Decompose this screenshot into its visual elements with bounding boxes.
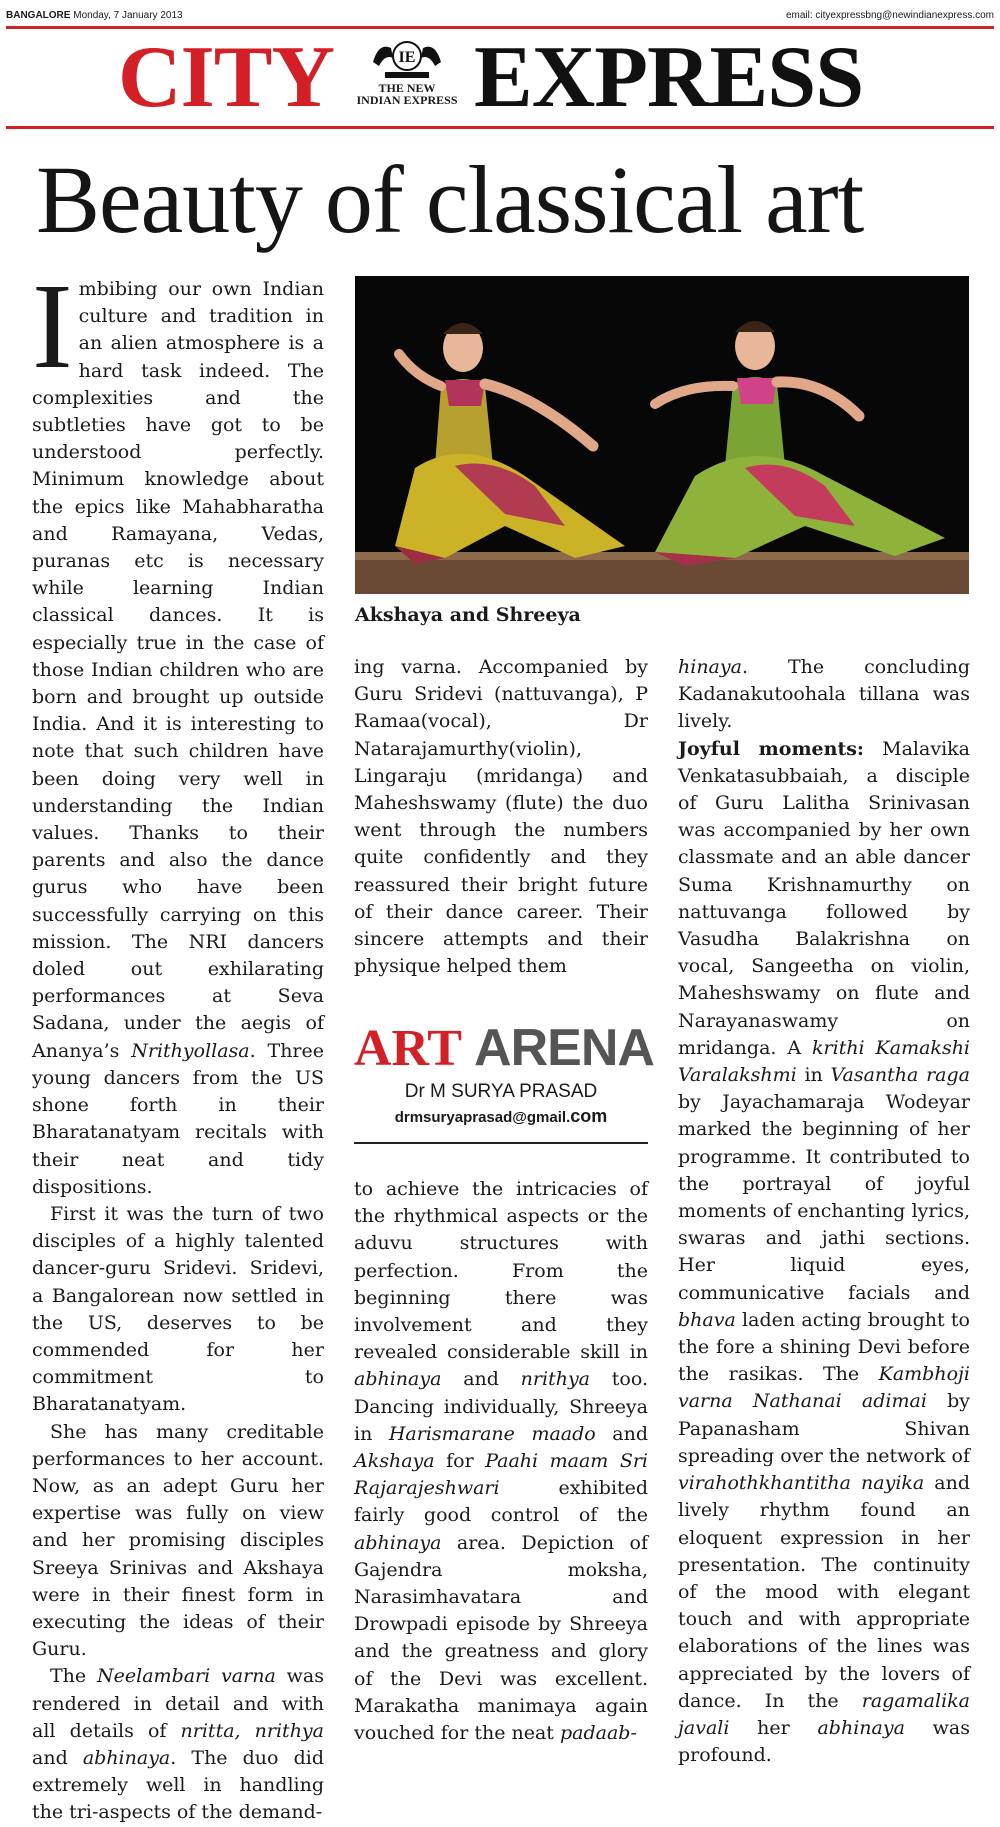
- top-bar: [6, 8, 994, 24]
- article-headline: Beauty of classical art: [36, 146, 864, 253]
- arena-underline: [354, 1142, 648, 1144]
- emblem-line-1: THE NEW: [378, 81, 436, 95]
- dancers-illustration: [355, 276, 969, 594]
- subhead: Joyful moments:: [678, 737, 864, 760]
- masthead-city: CITY: [118, 29, 335, 126]
- newspaper-emblem: [352, 32, 462, 116]
- paragraph: She has many creditable performances to her account. Now, as an adept Guru her expertise was fully on view and her promising disciples Sreeya Srinivas and Akshaya were in their finest form in executing the ideas of their Guru.: [32, 1420, 324, 1661]
- paragraph: ing varna. Accompanied by Guru Sridevi (nattuvanga), P Ramaa(vocal), Dr Natarajamurthy(violin), Lingaraju (mridanga) and Maheshswamy (flute) the duo went through the numbers quite confidently and they reassured their bright future of their dance career. Their sincere attempts and their physique helped them: [354, 656, 648, 978]
- photo-caption: Akshaya and Shreeya: [355, 604, 581, 626]
- paragraph-joyful-moments: Joyful moments: Malavika Venkatasubbaiah, a disciple of Guru Lalitha Srinivasan was accompanied by her own classmate and an able dancer Suma Krishnamurthy on nattuvanga followed by Vasudha Balakrishna on vocal, Sangeetha on violin, Maheshswamy on flute and Narayanaswamy on mridanga. A krithi Kamakshi Varalakshmi in Vasantha raga by Jayachamaraja Wodeyar marked the beginning of her programme. It contributed to the portrayal of joyful moments of enchanting lyrics, swaras and jathi sections. Her liquid eyes, communicative facials and bhava laden acting brought to the fore a shining Devi before the rasikas. The Kambhoji varna Nathanai adimai by Papanasham Shivan spreading over the network of virahothkhantitha nayika and lively rhythm found an eloquent expression in her presentation. The continuity of the mood with elegant touch and with appropriate elaborations of the lines was appreciated by the lovers of dance. In the ragamalika javali her abhinaya was profound.: [678, 737, 971, 1767]
- masthead-express: EXPRESS: [474, 29, 864, 126]
- masthead-bottom-rule: [6, 126, 994, 129]
- article-column-2-top: [354, 654, 648, 980]
- paragraph: hinaya. The concluding Kadanakutoohala tillana was lively.: [678, 656, 970, 733]
- masthead: [0, 28, 1000, 124]
- article-column-2-bottom: [354, 1176, 648, 1747]
- contact-email[interactable]: email: cityexpressbng@newindianexpress.com: [785, 10, 994, 21]
- art-arena-column-logo: [354, 1019, 654, 1144]
- emblem-icon: [367, 32, 447, 82]
- art-arena-title: ART ARENA: [354, 1019, 654, 1077]
- paragraph: to achieve the intricacies of the rhythmical aspects or the aduvu structures with perfection. From the beginning there was involvement and they revealed considerable skill in abhinaya and nrithya too. Dancing individually, Shreeya in Harismarane maado and Akshaya for Paahi maam Sri Rajarajeshwari exhibited fairly good control of the abhinaya area. Depiction of Gajendra moksha, Narasimhavatara and Drowpadi episode by Shreeya and the greatness and glory of the Devi was excellent. Marakatha manimaya again vouched for the neat padaab-: [354, 1178, 648, 1745]
- dancers-photo: [355, 276, 969, 594]
- article-column-3: [678, 654, 970, 1769]
- author-email[interactable]: drmsuryaprasad@gmail.com: [394, 1106, 608, 1126]
- drop-cap: I: [32, 259, 73, 394]
- edition-date: BANGALORE Monday, 7 January 2013: [6, 10, 183, 21]
- paragraph-intro: Imbibing our own Indian culture and tradition in an alien atmosphere is a hard task indeed. The complexities and the subtleties have got to be understood perfectly. Minimum knowledge about the epics like Mahabharatha and Ramayana, Vedas, puranas etc is necessary while learning Indian classical dances. It is especially true in the case of those Indian children who are born and brought up outside India. And it is interesting to note that such children have been doing very well in understanding the Indian values. Thanks to their parents and also the dance gurus who have been successfully carrying on this mission. The NRI dancers doled out exhilarating performances at Seva Sadana, under the aegis of Ananya’s Nrithyollasa. Three young dancers from the US shone forth in their Bharatanatyam recitals with their neat and tidy dispositions.: [32, 259, 324, 1198]
- article-column-1: [32, 259, 325, 1827]
- svg-text:IE: IE: [398, 49, 416, 66]
- paragraph: The Neelambari varna was rendered in detail and with all details of nritta, nrithya and abhinaya. The duo did extremely well in handling the tri-aspects of the demand-: [32, 1665, 325, 1824]
- emblem-line-2: INDIAN EXPRESS: [356, 93, 458, 107]
- paragraph: First it was the turn of two disciples of a highly talented dancer-guru Sridevi. Sridevi, a Bangalorean now settled in the US, deserves to be commended for her commitment to Bharatanatyam.: [32, 1202, 324, 1416]
- author-name: Dr M SURYA PRASAD: [404, 1081, 598, 1102]
